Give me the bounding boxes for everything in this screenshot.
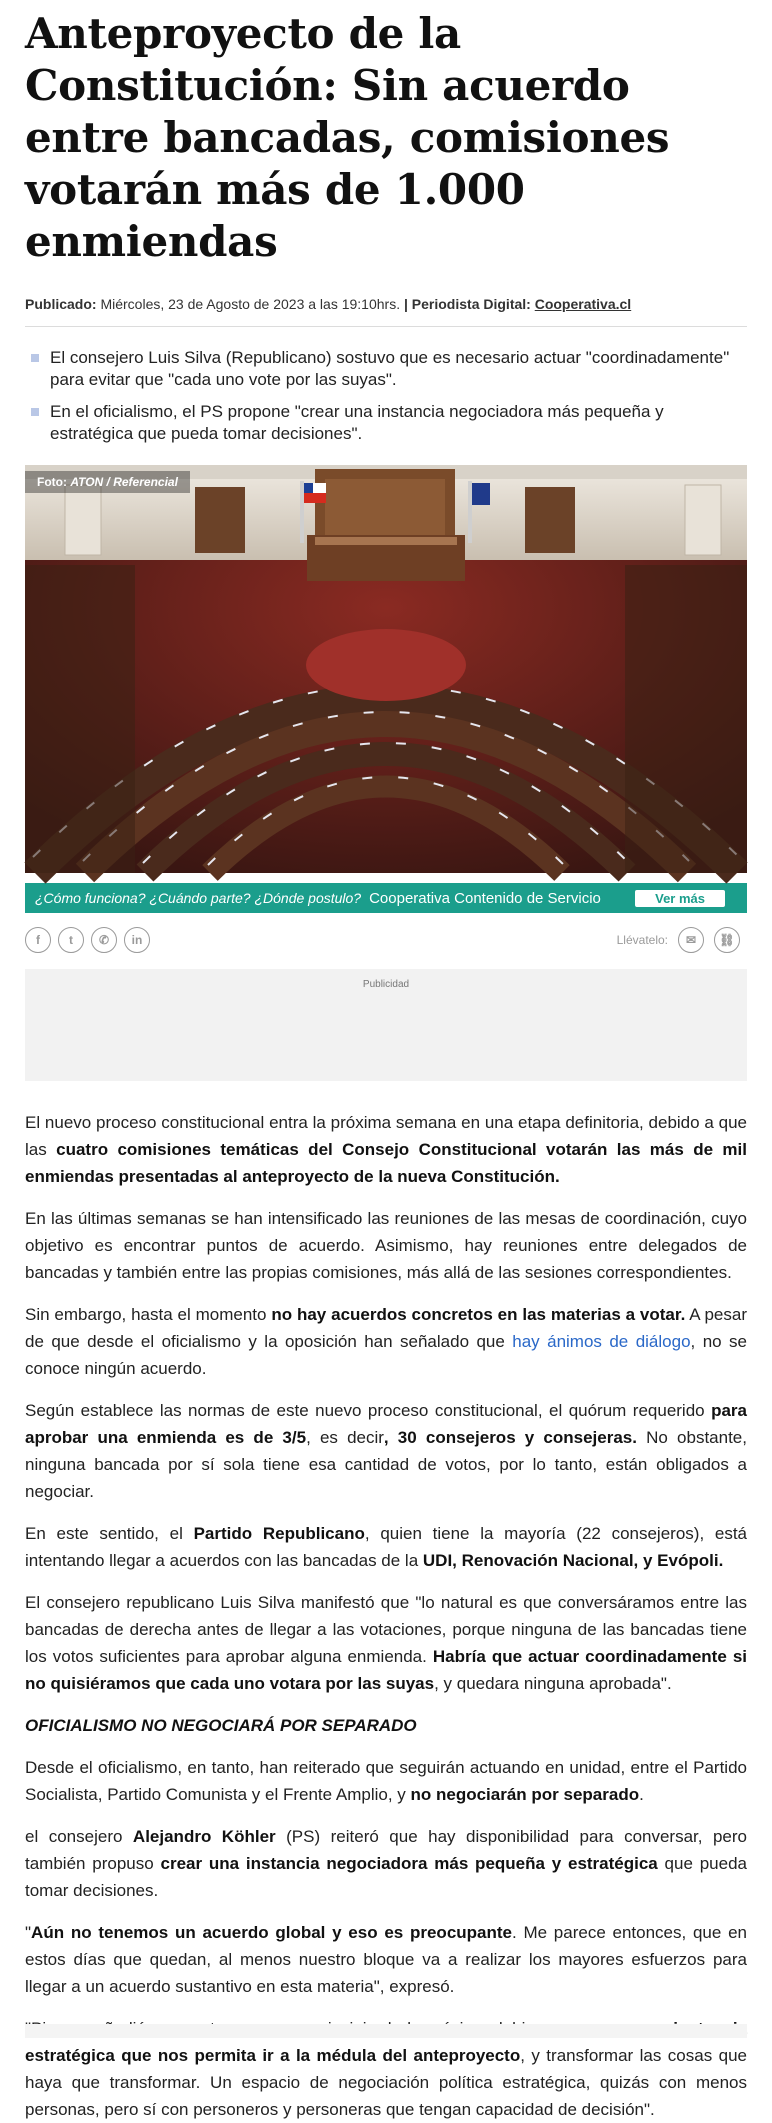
text-run: A pesar de que desde el oficialismo y la oposición han señalado que (25, 1305, 747, 1351)
bold-run: , 30 consejeros y consejeras. (383, 1428, 637, 1447)
article-paragraph (25, 1397, 747, 1505)
text-run: El consejero republicano Luis Silva manifestó que "lo natural es que conversáramos entre las bancadas de derecha antes de llegar a las votaciones, porque ninguna de las bancadas tiene los votos suficientes para aprobar alguna enmienda. (25, 1593, 747, 1666)
bold-run: UDI, Renovación Nacional, y Evópoli. (422, 1551, 724, 1570)
bullet-square-icon (31, 354, 39, 362)
twitter-icon[interactable]: t (58, 927, 84, 953)
bold-run: Aún no tenemos un acuerdo global y eso es preocupante (31, 1923, 512, 1942)
summary-bullets (25, 347, 747, 445)
publish-date: Miércoles, 23 de Agosto de 2023 a las 19:10hrs. (100, 296, 401, 312)
main-photo[interactable] (25, 465, 747, 873)
journalist-label: Periodista Digital: (411, 296, 531, 312)
email-icon[interactable]: ✉ (678, 927, 704, 953)
bold-run: cuatro comisiones temáticas del Consejo Constitucional votarán las más de mil enmiendas presentadas al anteproyecto de la nueva Constitución. (25, 1140, 747, 1186)
next-block-edge (25, 2024, 747, 2038)
bold-run: Habría que actuar coordinadamente si no quisiéramos que cada uno votara por las suyas (25, 1647, 747, 1693)
photo-credit (25, 471, 190, 493)
photo-credit-label: Foto: (37, 475, 67, 489)
journalist-link[interactable]: Cooperativa.cl (534, 296, 632, 312)
published-label: Publicado: (25, 296, 97, 312)
text-run: , y transformar las cosas que haya que transformar. Un espacio de negociación política estratégica, quizás con menos personas, pero sí con personeros y personeras que tengan capacidad de decisión". (25, 2046, 747, 2119)
bullet-square-icon (31, 408, 39, 416)
summary-bullet (25, 347, 747, 391)
service-promo-banner[interactable] (25, 883, 747, 913)
article-paragraph (25, 1589, 747, 1697)
photo-credit-source: ATON / Referencial (70, 475, 178, 489)
ad-slot (25, 969, 747, 1081)
text-run: Según establece las normas de este nuevo proceso constitucional, el quórum requerido (25, 1401, 712, 1420)
share-label: Llévatelo: (616, 933, 668, 947)
text-run: (PS) reiteró que hay disponibilidad para conversar, pero también propuso (25, 1827, 747, 1873)
text-run: , no se conoce ningún acuerdo. (25, 1332, 747, 1378)
bold-run: no hay acuerdos concretos en las materias a votar. (271, 1305, 686, 1324)
byline-separator: | (403, 296, 408, 312)
article-paragraph (25, 1823, 747, 1904)
text-run: . Me parece entonces, que en estos días que quedan, al menos nuestro bloque va a realizar los mayores esfuerzos para llegar a un acuerdo sustantivo en esta materia", expresó. (25, 1923, 747, 1996)
text-run: No obstante, ninguna bancada por sí sola tiene esa cantidad de votos, por lo tanto, están obligados a negociar. (25, 1428, 747, 1501)
text-run: . (639, 1785, 644, 1804)
text-run: , es decir (306, 1428, 384, 1447)
summary-bullet (25, 401, 747, 445)
bold-run: Alejandro Köhler (132, 1827, 276, 1846)
summary-bullet-text: El consejero Luis Silva (Republicano) sostuvo que es necesario actuar "coordinadamente" para evitar que "cada uno vote por las suyas". (50, 348, 730, 389)
article-paragraph (25, 1109, 747, 1190)
bold-run: crear una instancia negociadora más pequeña y estratégica (160, 1854, 658, 1873)
facebook-icon[interactable]: f (25, 927, 51, 953)
link-icon[interactable]: ⛓ (714, 927, 740, 953)
article-body (25, 1109, 747, 2123)
promo-more-button[interactable]: Ver más (635, 890, 725, 907)
article-paragraph (25, 1919, 747, 2000)
linkedin-icon[interactable]: in (124, 927, 150, 953)
text-run: Desde el oficialismo, en tanto, han reiterado que seguirán actuando en unidad, entre el Partido Socialista, Partido Comunista y el Frente Amplio, y (25, 1758, 747, 1804)
bold-run: para aprobar una enmienda es de 3/5 (25, 1401, 747, 1447)
article-subheading: OFICIALISMO NO NEGOCIARÁ POR SEPARADO (25, 1716, 417, 1735)
text-run: que pueda tomar decisiones. (25, 1854, 747, 1900)
chamber-photo-illustration (25, 465, 747, 873)
bold-run: Partido Republicano (193, 1524, 365, 1543)
article-paragraph (25, 1520, 747, 1574)
byline (25, 296, 747, 327)
text-run: " (25, 1923, 32, 1942)
bold-run: estratégica que nos permita ir a la médula del anteproyecto (25, 2046, 521, 2065)
text-run: , quien tiene la mayoría (22 consejeros), está intentando llegar a acuerdos con las bancadas de la (25, 1524, 748, 1570)
text-run: En este sentido, el (25, 1524, 194, 1543)
bold-run: no negociarán por separado (410, 1785, 640, 1804)
share-bar (25, 925, 747, 955)
promo-question: ¿Cómo funciona? ¿Cuándo parte? ¿Dónde postulo? (35, 890, 362, 906)
text-run: El nuevo proceso constitucional entra la próxima semana en una etapa definitoria, debido a que las (25, 1113, 747, 1159)
summary-bullet-text: En el oficialismo, el PS propone "crear una instancia negociadora más pequeña y estratégica que pueda tomar decisiones". (50, 402, 664, 443)
text-run: el consejero (25, 1827, 133, 1846)
dialogue-link[interactable]: hay ánimos de diálogo (512, 1332, 691, 1351)
promo-brand: Cooperativa Contenido de Servicio (369, 889, 601, 907)
headline: Anteproyecto de la Constitución: Sin acuerdo entre bancadas, comisiones votarán más de 1.000 enmiendas (25, 9, 670, 266)
ad-label: Publicidad (362, 979, 410, 990)
text-run: , y quedara ninguna aprobada". (434, 1674, 672, 1693)
text-run: Sin embargo, hasta el momento (25, 1305, 272, 1324)
whatsapp-icon[interactable]: ✆ (91, 927, 117, 953)
article-paragraph (25, 1754, 747, 1808)
article-paragraph: En las últimas semanas se han intensificado las reuniones de las mesas de coordinación, cuyo objetivo es encontrar puntos de acuerdo. Asimismo, hay reuniones entre delegados de bancadas y también entre las propias comisiones, más allá de las sesiones correspondientes. (25, 1209, 747, 1282)
article-paragraph (25, 1301, 747, 1382)
